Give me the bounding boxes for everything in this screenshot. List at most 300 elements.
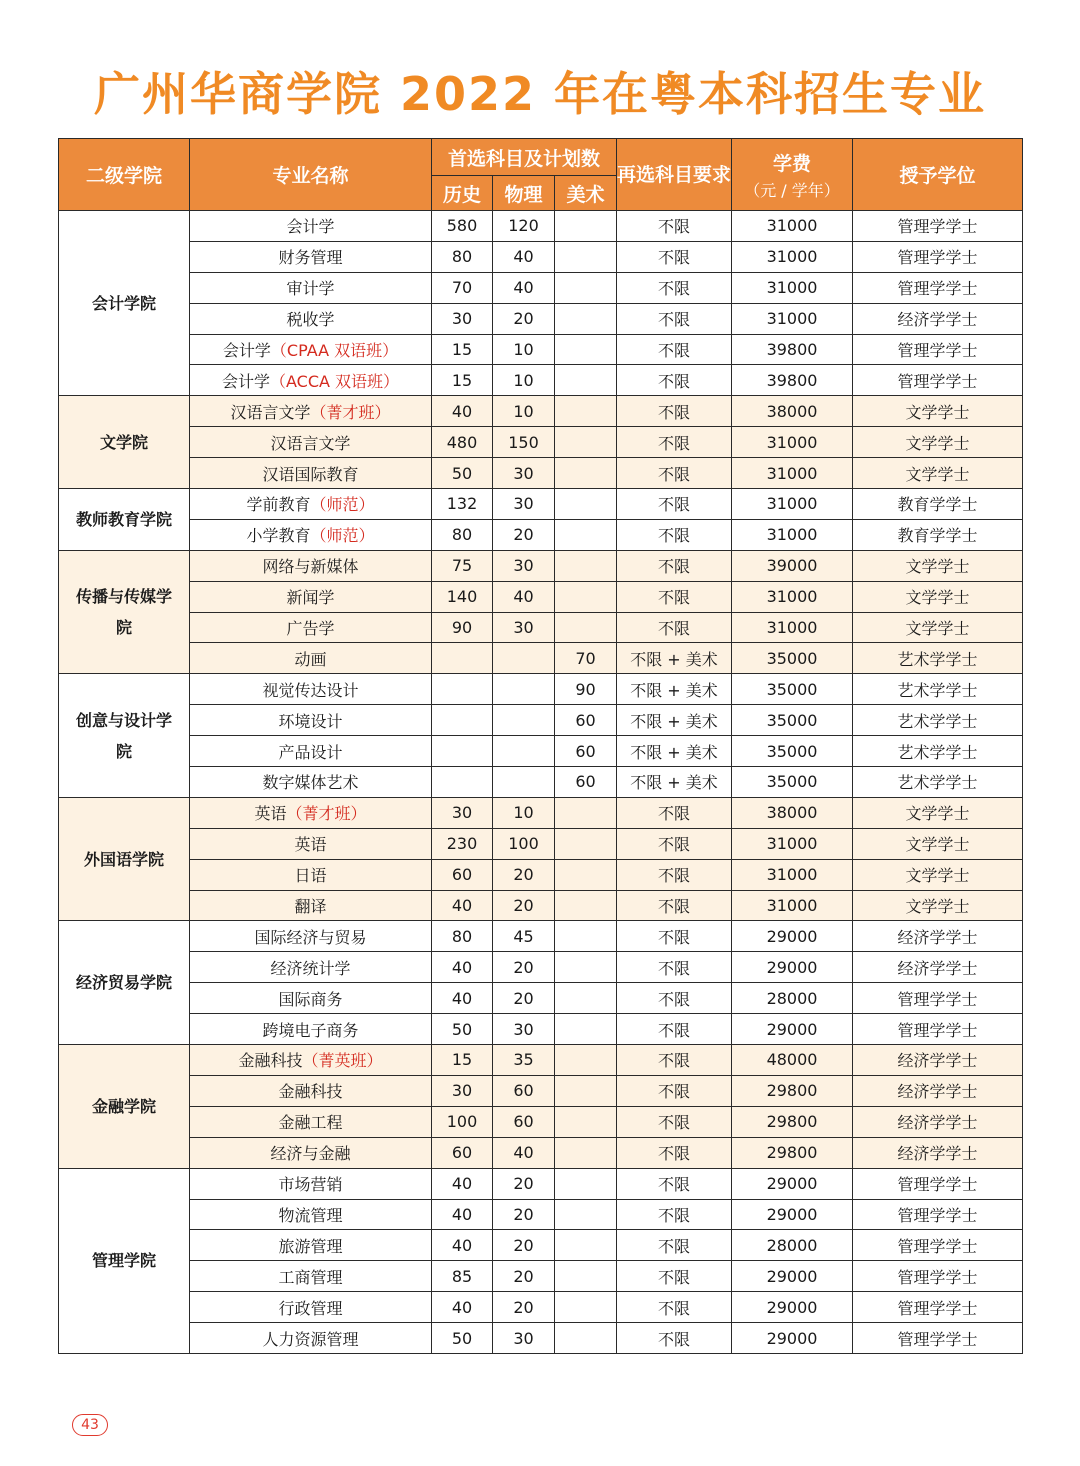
major-name: 日语 [294, 866, 327, 886]
college-cell [59, 921, 190, 1045]
physics-cell: 150 [493, 427, 555, 458]
college-name: 管理学院 [91, 1251, 156, 1271]
physics-cell: 40 [493, 272, 555, 303]
major-cell [190, 1292, 432, 1323]
major-name: 国际经济与贸易 [254, 927, 367, 947]
history-cell: 140 [432, 581, 493, 612]
art-cell [555, 396, 617, 427]
physics-cell: 10 [493, 396, 555, 427]
requirement-cell: 不限 [617, 550, 732, 581]
fee-cell: 29000 [732, 921, 853, 952]
major-name: 广告学 [286, 619, 335, 639]
requirement-cell: 不限 [617, 859, 732, 890]
requirement-cell: 不限 [617, 890, 732, 921]
major-cell [190, 828, 432, 859]
physics-cell: 30 [493, 489, 555, 520]
art-cell [555, 1292, 617, 1323]
degree-cell: 管理学学士 [853, 365, 1023, 396]
table-body [59, 211, 1023, 1354]
art-cell [555, 581, 617, 612]
college-cell [59, 797, 190, 921]
college-name: 传播与传媒学院 [75, 587, 172, 638]
table-row [59, 643, 1023, 674]
art-cell [555, 211, 617, 242]
physics-cell: 20 [493, 1199, 555, 1230]
table-row [59, 1323, 1023, 1354]
header-college: 二级学院 [59, 139, 190, 211]
degree-cell: 教育学学士 [853, 489, 1023, 520]
degree-cell: 文学学士 [853, 612, 1023, 643]
physics-cell: 20 [493, 1261, 555, 1292]
college-cell [59, 1168, 190, 1353]
history-cell: 480 [432, 427, 493, 458]
art-cell [555, 519, 617, 550]
degree-cell: 经济学学士 [853, 952, 1023, 983]
physics-cell: 30 [493, 1323, 555, 1354]
degree-cell: 艺术学学士 [853, 674, 1023, 705]
table-row [59, 272, 1023, 303]
major-name: 旅游管理 [278, 1236, 343, 1256]
physics-cell: 20 [493, 519, 555, 550]
art-cell [555, 489, 617, 520]
requirement-cell: 不限 [617, 211, 732, 242]
table-row [59, 303, 1023, 334]
requirement-cell: 不限 + 美术 [617, 643, 732, 674]
major-cell [190, 890, 432, 921]
requirement-cell: 不限 [617, 1230, 732, 1261]
art-cell [555, 1075, 617, 1106]
degree-cell: 管理学学士 [853, 1292, 1023, 1323]
physics-cell: 20 [493, 983, 555, 1014]
art-cell [555, 890, 617, 921]
major-note: （菁英班） [302, 1051, 383, 1071]
degree-cell: 管理学学士 [853, 983, 1023, 1014]
physics-cell: 10 [493, 797, 555, 828]
major-cell [190, 489, 432, 520]
requirement-cell: 不限 + 美术 [617, 736, 732, 767]
art-cell [555, 828, 617, 859]
history-cell: 90 [432, 612, 493, 643]
history-cell: 132 [432, 489, 493, 520]
history-cell: 30 [432, 797, 493, 828]
degree-cell: 文学学士 [853, 859, 1023, 890]
physics-cell: 30 [493, 612, 555, 643]
admission-table [58, 138, 1023, 1354]
table-row [59, 952, 1023, 983]
page-title: 广州华商学院 2022 年在粤本科招生专业 [93, 67, 987, 121]
requirement-cell: 不限 [617, 1137, 732, 1168]
table-row [59, 983, 1023, 1014]
art-cell [555, 1261, 617, 1292]
major-name: 行政管理 [278, 1298, 343, 1318]
major-name: 经济统计学 [270, 958, 351, 978]
history-cell: 30 [432, 303, 493, 334]
fee-cell: 29000 [732, 1261, 853, 1292]
fee-cell: 31000 [732, 303, 853, 334]
art-cell [555, 272, 617, 303]
requirement-cell: 不限 [617, 1323, 732, 1354]
history-cell: 40 [432, 890, 493, 921]
degree-cell: 艺术学学士 [853, 767, 1023, 798]
major-cell [190, 519, 432, 550]
major-name: 国际商务 [278, 989, 343, 1009]
table-row [59, 612, 1023, 643]
art-cell [555, 303, 617, 334]
table-row [59, 550, 1023, 581]
fee-cell: 35000 [732, 705, 853, 736]
art-cell [555, 458, 617, 489]
requirement-cell: 不限 [617, 828, 732, 859]
fee-cell: 29000 [732, 1168, 853, 1199]
major-cell [190, 1014, 432, 1045]
requirement-cell: 不限 [617, 1106, 732, 1137]
physics-cell: 10 [493, 334, 555, 365]
physics-cell: 35 [493, 1045, 555, 1076]
requirement-cell: 不限 [617, 612, 732, 643]
history-cell [432, 736, 493, 767]
history-cell: 70 [432, 272, 493, 303]
requirement-cell: 不限 [617, 303, 732, 334]
major-name: 英语 [254, 804, 287, 824]
table-row [59, 489, 1023, 520]
degree-cell: 经济学学士 [853, 1137, 1023, 1168]
degree-cell: 经济学学士 [853, 1075, 1023, 1106]
degree-cell: 经济学学士 [853, 303, 1023, 334]
major-cell [190, 1106, 432, 1137]
major-cell [190, 643, 432, 674]
table-row [59, 1014, 1023, 1045]
physics-cell: 30 [493, 458, 555, 489]
major-note: （菁才班） [310, 402, 391, 422]
history-cell: 15 [432, 334, 493, 365]
college-cell [59, 1045, 190, 1169]
major-name: 新闻学 [286, 588, 335, 608]
header-major: 专业名称 [190, 139, 432, 211]
art-cell [555, 797, 617, 828]
degree-cell: 管理学学士 [853, 1323, 1023, 1354]
table-row [59, 458, 1023, 489]
major-cell [190, 952, 432, 983]
major-name: 小学教育 [246, 526, 311, 546]
college-name: 金融学院 [91, 1096, 156, 1116]
fee-cell: 35000 [732, 736, 853, 767]
degree-cell: 管理学学士 [853, 1261, 1023, 1292]
degree-cell: 经济学学士 [853, 1045, 1023, 1076]
table-row [59, 705, 1023, 736]
degree-cell: 文学学士 [853, 458, 1023, 489]
major-cell [190, 674, 432, 705]
degree-cell: 管理学学士 [853, 211, 1023, 242]
fee-cell: 31000 [732, 489, 853, 520]
art-cell [555, 921, 617, 952]
degree-cell: 管理学学士 [853, 334, 1023, 365]
history-cell: 80 [432, 519, 493, 550]
major-note: （师范） [310, 526, 375, 546]
fee-cell: 29800 [732, 1106, 853, 1137]
fee-cell: 35000 [732, 643, 853, 674]
degree-cell: 艺术学学士 [853, 736, 1023, 767]
major-name: 工商管理 [278, 1267, 343, 1287]
physics-cell: 20 [493, 952, 555, 983]
art-cell: 60 [555, 705, 617, 736]
major-cell [190, 550, 432, 581]
table-row [59, 581, 1023, 612]
table-header [59, 139, 1023, 211]
history-cell: 40 [432, 1292, 493, 1323]
table-row [59, 365, 1023, 396]
major-name: 汉语言文学 [230, 402, 311, 422]
requirement-cell: 不限 [617, 396, 732, 427]
art-cell [555, 952, 617, 983]
art-cell [555, 334, 617, 365]
history-cell: 50 [432, 458, 493, 489]
major-cell [190, 427, 432, 458]
art-cell [555, 241, 617, 272]
college-cell [59, 396, 190, 489]
fee-cell: 48000 [732, 1045, 853, 1076]
degree-cell: 艺术学学士 [853, 705, 1023, 736]
physics-cell: 20 [493, 1292, 555, 1323]
major-name: 产品设计 [278, 742, 343, 762]
college-cell [59, 674, 190, 798]
requirement-cell: 不限 [617, 427, 732, 458]
physics-cell: 120 [493, 211, 555, 242]
art-cell [555, 365, 617, 396]
requirement-cell: 不限 [617, 519, 732, 550]
history-cell: 40 [432, 952, 493, 983]
requirement-cell: 不限 [617, 1075, 732, 1106]
history-cell: 230 [432, 828, 493, 859]
fee-cell: 31000 [732, 890, 853, 921]
history-cell: 80 [432, 241, 493, 272]
history-cell: 85 [432, 1261, 493, 1292]
degree-cell: 管理学学士 [853, 1230, 1023, 1261]
major-name: 金融科技 [238, 1051, 303, 1071]
major-note: （ACCA 双语班） [269, 371, 400, 391]
major-name: 税收学 [286, 310, 335, 330]
art-cell: 60 [555, 767, 617, 798]
requirement-cell: 不限 [617, 1199, 732, 1230]
history-cell: 60 [432, 1137, 493, 1168]
table-row [59, 1199, 1023, 1230]
table-row [59, 828, 1023, 859]
table-row [59, 921, 1023, 952]
history-cell: 30 [432, 1075, 493, 1106]
requirement-cell: 不限 [617, 365, 732, 396]
requirement-cell: 不限 [617, 952, 732, 983]
major-name: 审计学 [286, 279, 335, 299]
art-cell: 90 [555, 674, 617, 705]
physics-cell: 20 [493, 303, 555, 334]
major-cell [190, 736, 432, 767]
art-cell [555, 550, 617, 581]
table-row [59, 1045, 1023, 1076]
history-cell [432, 767, 493, 798]
fee-cell: 29000 [732, 952, 853, 983]
history-cell: 15 [432, 1045, 493, 1076]
physics-cell: 30 [493, 1014, 555, 1045]
degree-cell: 教育学学士 [853, 519, 1023, 550]
art-cell [555, 1199, 617, 1230]
degree-cell: 管理学学士 [853, 241, 1023, 272]
physics-cell [493, 674, 555, 705]
physics-cell: 40 [493, 581, 555, 612]
major-name: 金融科技 [278, 1082, 343, 1102]
physics-cell: 45 [493, 921, 555, 952]
major-cell [190, 612, 432, 643]
history-cell: 40 [432, 983, 493, 1014]
history-cell: 50 [432, 1014, 493, 1045]
fee-cell: 31000 [732, 241, 853, 272]
history-cell: 40 [432, 1168, 493, 1199]
major-cell [190, 241, 432, 272]
fee-cell: 29800 [732, 1075, 853, 1106]
requirement-cell: 不限 [617, 581, 732, 612]
major-cell [190, 705, 432, 736]
art-cell: 70 [555, 643, 617, 674]
requirement-cell: 不限 [617, 921, 732, 952]
table-row [59, 890, 1023, 921]
college-cell [59, 550, 190, 674]
major-name: 经济与金融 [270, 1144, 351, 1164]
history-cell: 15 [432, 365, 493, 396]
major-cell [190, 1075, 432, 1106]
degree-cell: 文学学士 [853, 828, 1023, 859]
table-row [59, 211, 1023, 242]
table-row [59, 241, 1023, 272]
major-note: （师范） [310, 495, 375, 515]
college-name: 外国语学院 [83, 849, 164, 869]
degree-cell: 管理学学士 [853, 1168, 1023, 1199]
major-name: 物流管理 [278, 1205, 343, 1225]
table-row [59, 1230, 1023, 1261]
requirement-cell: 不限 [617, 797, 732, 828]
major-cell [190, 1261, 432, 1292]
requirement-cell: 不限 [617, 489, 732, 520]
requirement-cell: 不限 [617, 334, 732, 365]
degree-cell: 管理学学士 [853, 272, 1023, 303]
requirement-cell: 不限 [617, 1292, 732, 1323]
degree-cell: 艺术学学士 [853, 643, 1023, 674]
degree-cell: 文学学士 [853, 427, 1023, 458]
major-cell [190, 211, 432, 242]
major-name: 汉语国际教育 [262, 464, 359, 484]
degree-cell: 经济学学士 [853, 921, 1023, 952]
art-cell [555, 1230, 617, 1261]
history-cell: 40 [432, 1199, 493, 1230]
major-cell [190, 1199, 432, 1230]
major-name: 环境设计 [278, 711, 343, 731]
major-name: 动画 [294, 649, 327, 669]
degree-cell: 管理学学士 [853, 1014, 1023, 1045]
major-cell [190, 365, 432, 396]
fee-cell: 31000 [732, 581, 853, 612]
physics-cell: 40 [493, 241, 555, 272]
college-cell [59, 211, 190, 396]
fee-cell: 29000 [732, 1199, 853, 1230]
requirement-cell: 不限 + 美术 [617, 767, 732, 798]
major-cell [190, 1230, 432, 1261]
physics-cell [493, 705, 555, 736]
degree-cell: 经济学学士 [853, 1106, 1023, 1137]
fee-cell: 39000 [732, 550, 853, 581]
history-cell: 75 [432, 550, 493, 581]
header-plan-group: 首选科目及计划数 [432, 139, 617, 176]
major-cell [190, 921, 432, 952]
art-cell [555, 1106, 617, 1137]
major-name: 财务管理 [278, 248, 343, 268]
header-fee [732, 139, 853, 211]
major-cell [190, 859, 432, 890]
history-cell: 60 [432, 859, 493, 890]
major-name: 会计学 [222, 341, 271, 360]
physics-cell [493, 736, 555, 767]
header-art: 美术 [555, 176, 617, 211]
table-row [59, 797, 1023, 828]
major-cell [190, 334, 432, 365]
fee-cell: 29000 [732, 1292, 853, 1323]
fee-cell: 39800 [732, 365, 853, 396]
fee-cell: 31000 [732, 828, 853, 859]
requirement-cell: 不限 [617, 1261, 732, 1292]
physics-cell: 20 [493, 1230, 555, 1261]
major-name: 会计学 [221, 371, 270, 391]
physics-cell [493, 643, 555, 674]
table-row [59, 519, 1023, 550]
art-cell [555, 1137, 617, 1168]
fee-cell: 31000 [732, 612, 853, 643]
major-name: 英语 [294, 835, 327, 855]
history-cell: 50 [432, 1323, 493, 1354]
header-reselect: 再选科目要求 [617, 139, 732, 211]
history-cell: 80 [432, 921, 493, 952]
degree-cell: 文学学士 [853, 550, 1023, 581]
physics-cell: 30 [493, 550, 555, 581]
major-name: 学前教育 [246, 495, 311, 515]
requirement-cell: 不限 [617, 1045, 732, 1076]
requirement-cell: 不限 [617, 458, 732, 489]
table-row [59, 767, 1023, 798]
major-name: 数字媒体艺术 [262, 773, 359, 793]
requirement-cell: 不限 [617, 1014, 732, 1045]
degree-cell: 文学学士 [853, 581, 1023, 612]
college-name: 创意与设计学院 [75, 710, 172, 761]
art-cell [555, 612, 617, 643]
major-name: 跨境电子商务 [262, 1020, 359, 1040]
history-cell [432, 674, 493, 705]
major-cell [190, 1168, 432, 1199]
physics-cell: 20 [493, 890, 555, 921]
table-row [59, 1075, 1023, 1106]
major-cell [190, 303, 432, 334]
fee-cell: 31000 [732, 519, 853, 550]
major-cell [190, 272, 432, 303]
art-cell [555, 1045, 617, 1076]
art-cell: 60 [555, 736, 617, 767]
major-name: 人力资源管理 [262, 1329, 359, 1349]
table-row [59, 859, 1023, 890]
table-row [59, 1168, 1023, 1199]
major-name: 视觉传达设计 [262, 680, 359, 700]
major-cell [190, 396, 432, 427]
requirement-cell: 不限 [617, 1168, 732, 1199]
table-row [59, 1261, 1023, 1292]
art-cell [555, 1168, 617, 1199]
fee-cell: 29000 [732, 1014, 853, 1045]
major-cell [190, 767, 432, 798]
college-name: 文学院 [99, 432, 148, 452]
art-cell [555, 427, 617, 458]
